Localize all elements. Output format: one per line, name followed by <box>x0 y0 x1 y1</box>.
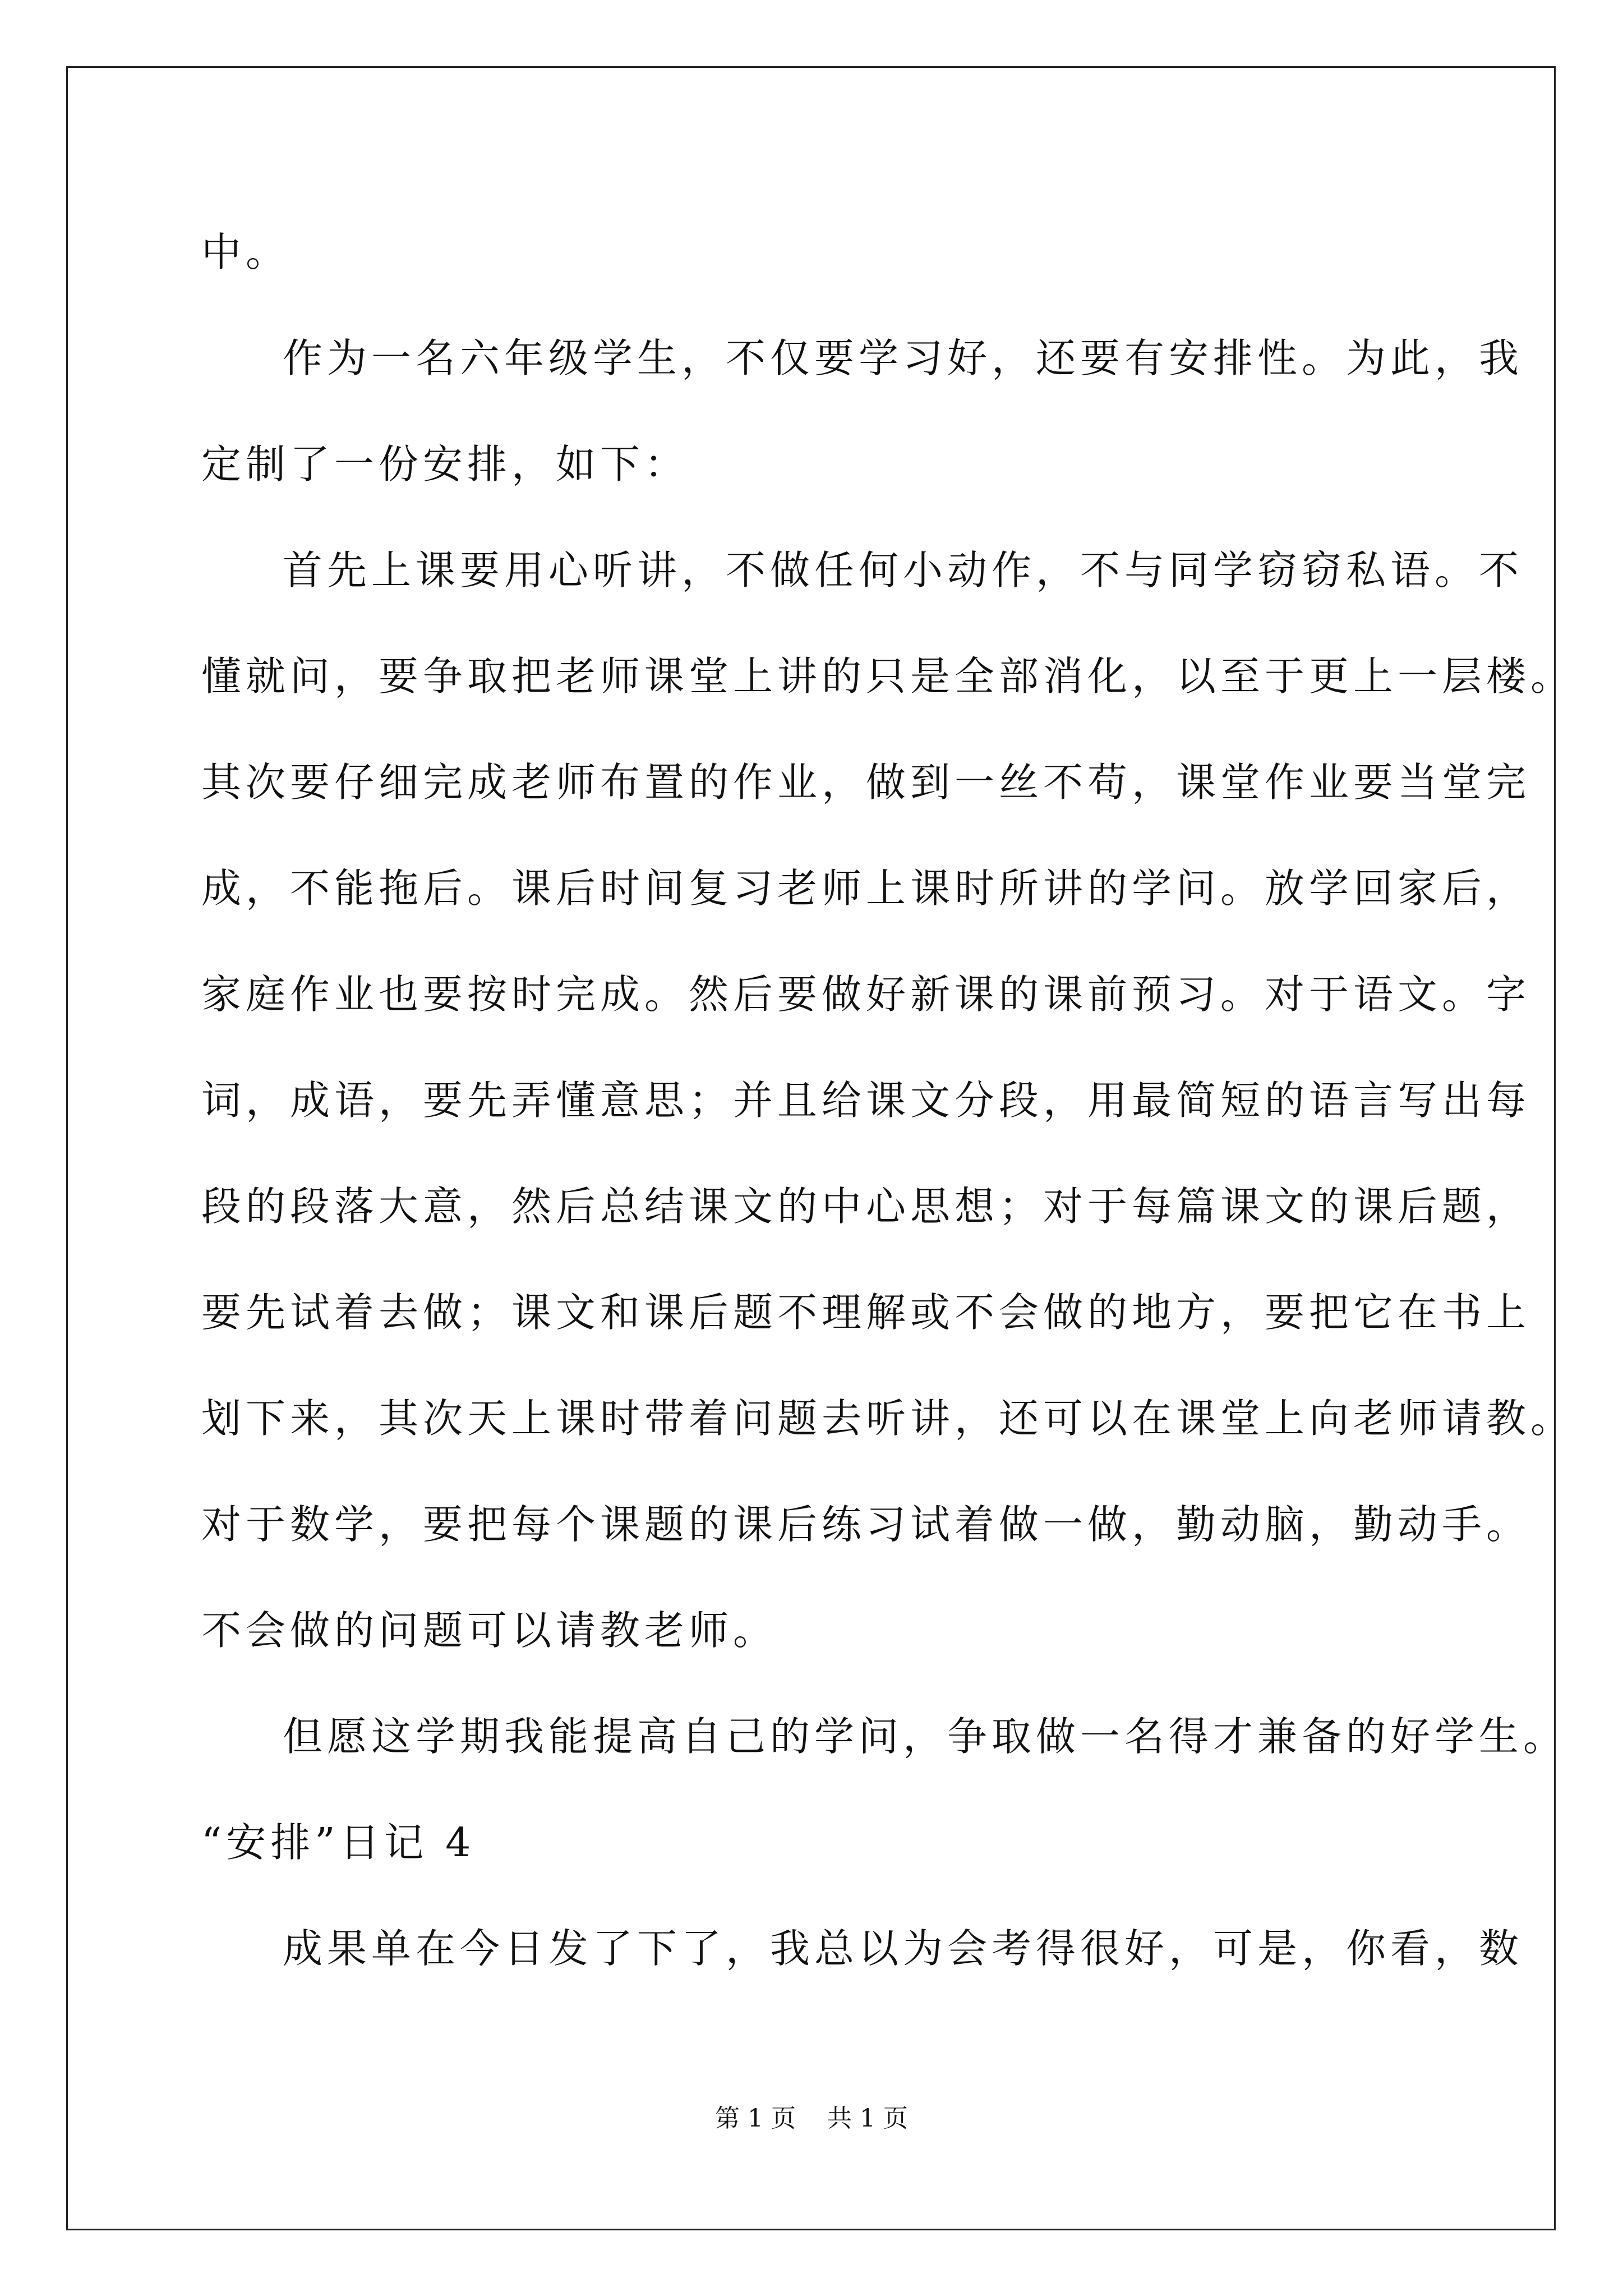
text-line: 成，不能拖后。课后时间复习老师上课时所讲的学问。放学回家后， <box>201 865 1531 912</box>
text-line: 要先试着去做；课文和课后题不理解或不会做的地方，要把它在书上 <box>201 1289 1531 1336</box>
text-line: 懂就问，要争取把老师课堂上讲的只是全部消化，以至于更上一层楼。 <box>201 653 1575 700</box>
page-border <box>66 66 1556 2230</box>
text-line: 中。 <box>201 229 291 275</box>
text-line: 词，成语，要先弄懂意思；并且给课文分段，用最简短的语言写出每 <box>201 1077 1531 1124</box>
text-line: 划下来，其次天上课时带着问题去听讲，还可以在课堂上向老师请教。 <box>201 1395 1575 1442</box>
text-line: 对于数学，要把每个课题的课后练习试着做一做，勤动脑，勤动手。 <box>201 1501 1531 1548</box>
page-number-footer: 第 1 页 共 1 页 <box>715 2104 908 2133</box>
text-line: 段的段落大意，然后总结课文的中心思想；对于每篇课文的课后题， <box>201 1183 1531 1230</box>
paragraph-first-line: 成果单在今日发了下了，我总以为会考得很好，可是，你看，数 <box>283 1925 1524 1972</box>
section-heading: “安排”日记 4 <box>201 1819 476 1866</box>
paragraph-first-line: 首先上课要用心听讲，不做任何小动作，不与同学窃窃私语。不 <box>283 547 1524 593</box>
text-line: 不会做的问题可以请教老师。 <box>201 1607 778 1654</box>
text-line: 定制了一份安排，如下： <box>201 441 689 487</box>
paragraph-first-line: 但愿这学期我能提高自己的学问，争取做一名得才兼备的好学生。 <box>283 1713 1568 1760</box>
text-line: 家庭作业也要按时完成。然后要做好新课的课前预习。对于语文。字 <box>201 971 1531 1018</box>
text-line: 其次要仔细完成老师布置的作业，做到一丝不苟，课堂作业要当堂完 <box>201 759 1531 806</box>
paragraph-first-line: 作为一名六年级学生，不仅要学习好，还要有安排性。为此，我 <box>283 335 1524 381</box>
